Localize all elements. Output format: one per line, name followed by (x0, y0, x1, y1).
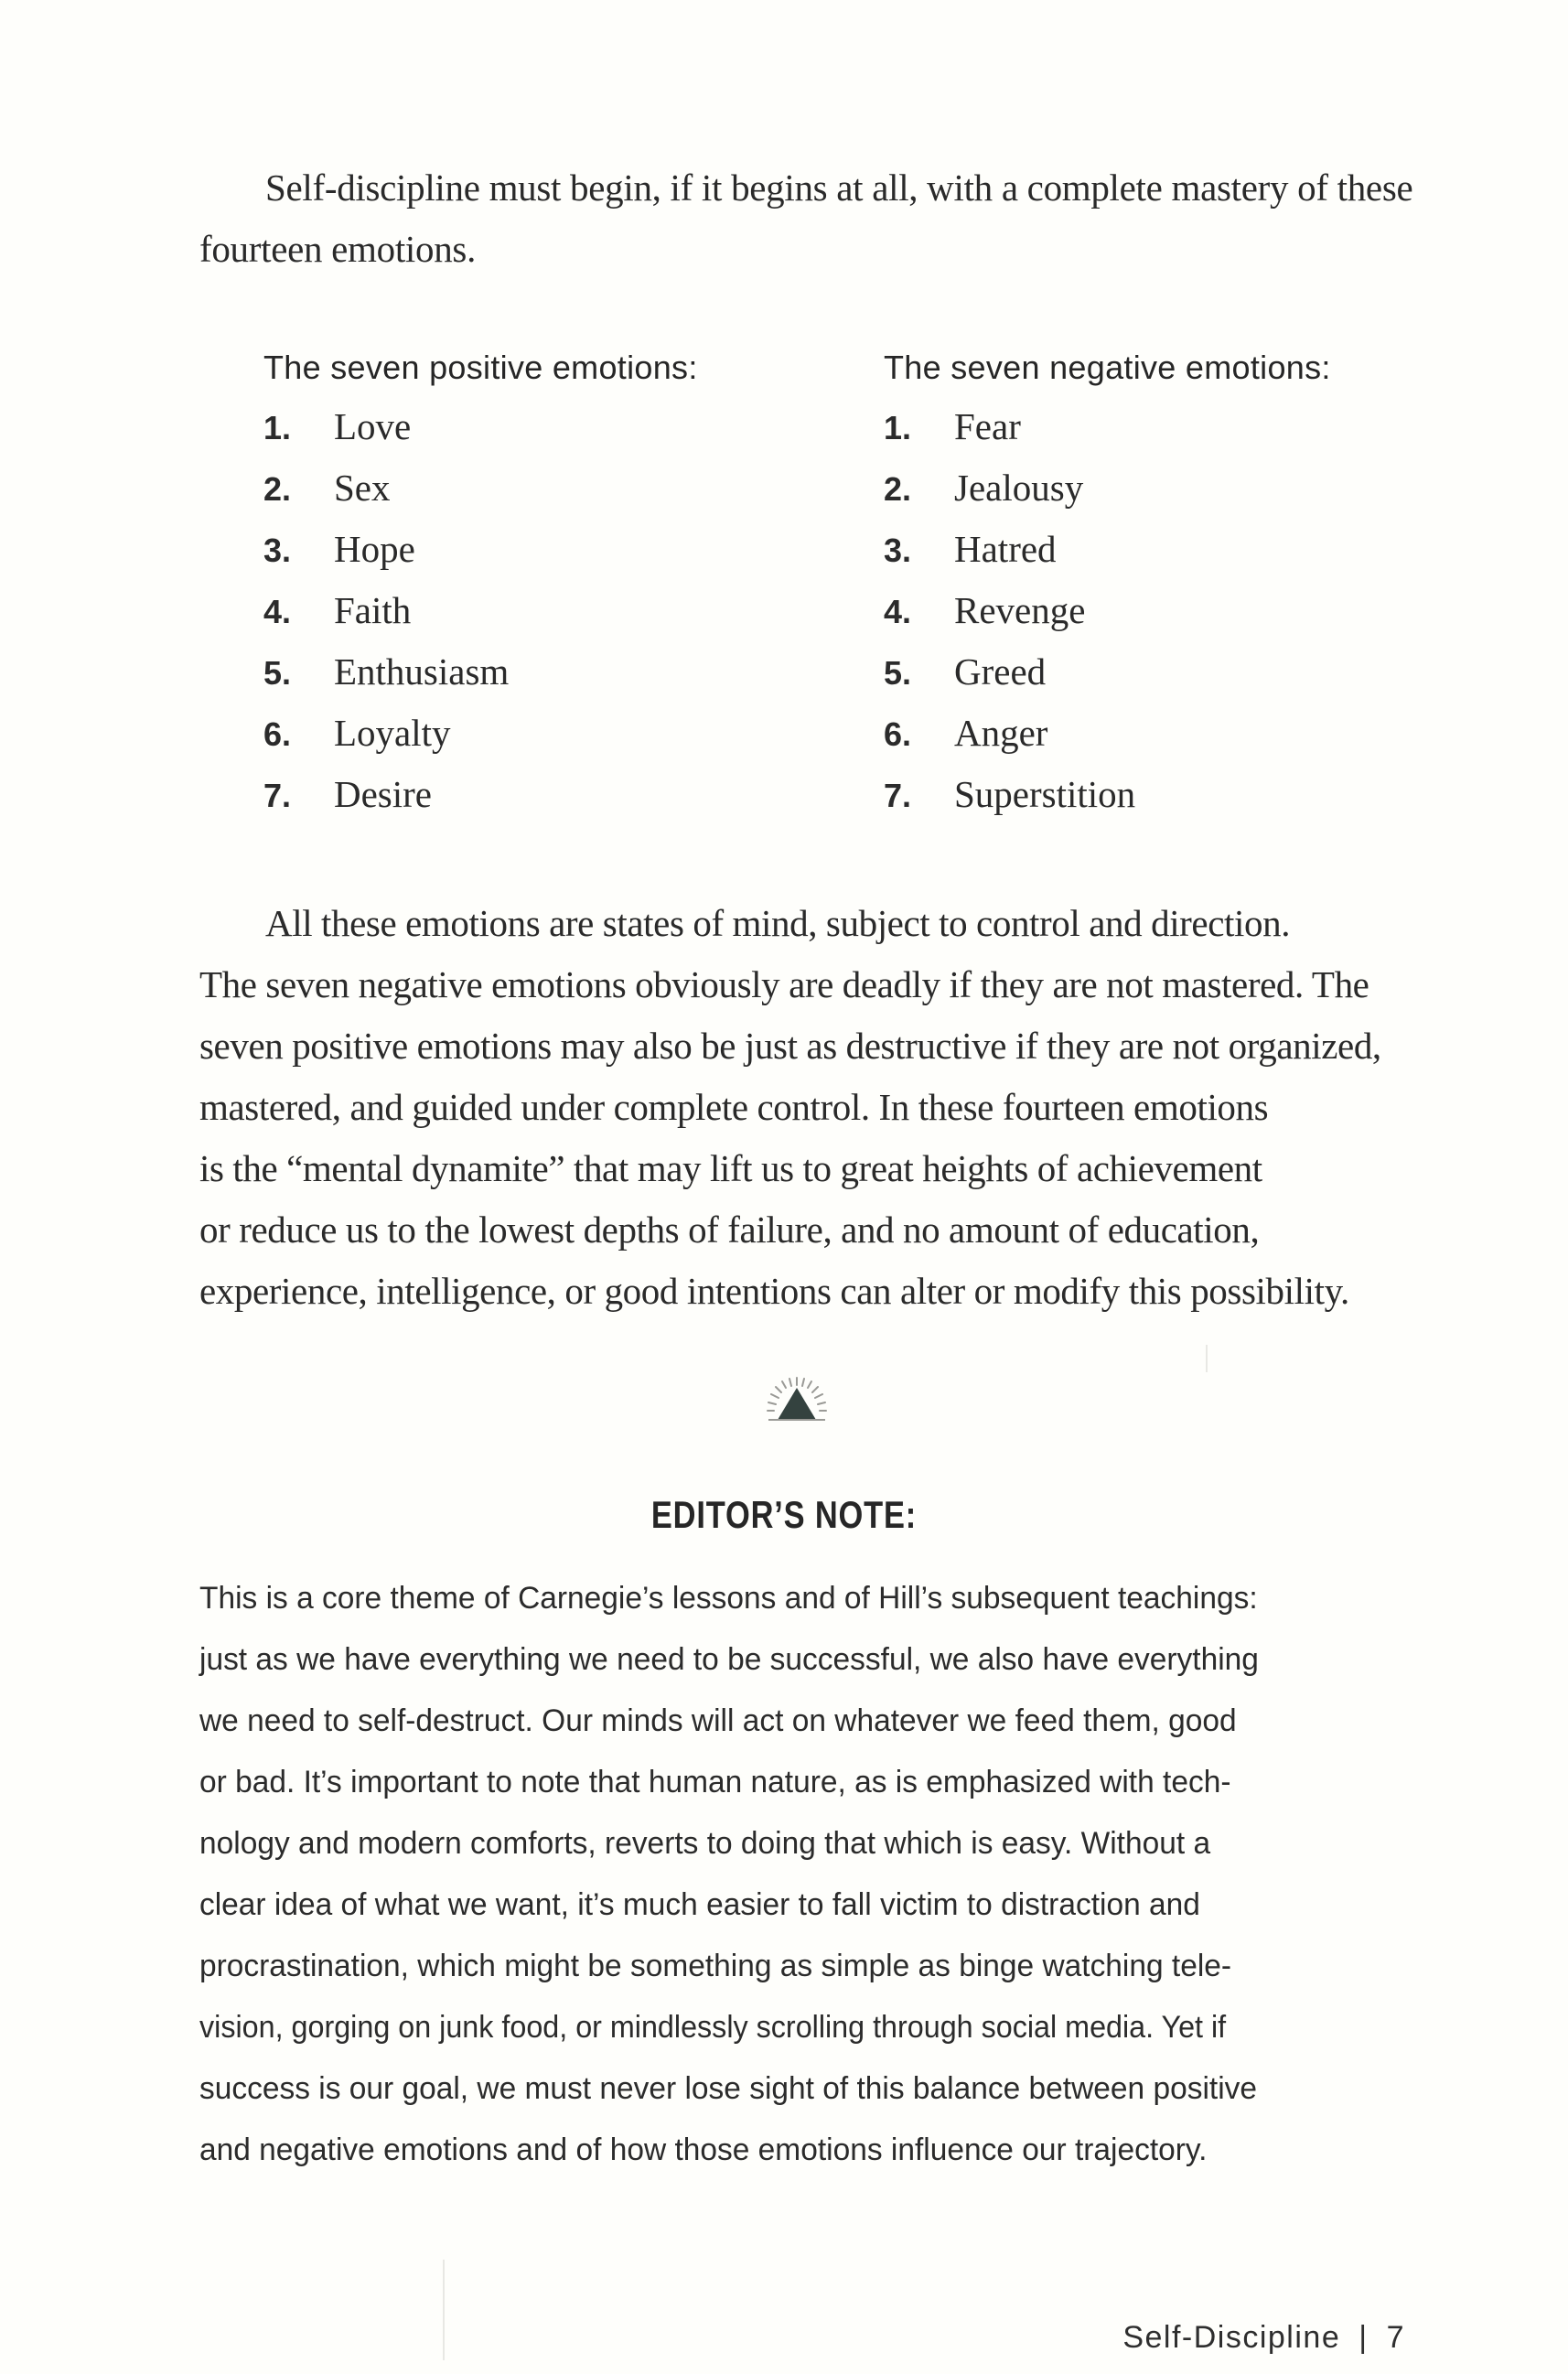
negative-emotions-list (884, 344, 1331, 833)
negative-emotions-heading: The seven negative emotions: (884, 349, 1331, 386)
note-line: This is a core theme of Carnegie’s lessons and of Hill’s subsequent teachings: (199, 1581, 1258, 1616)
list-label: Enthusiasm (334, 650, 510, 693)
page-number: 7 (1386, 2320, 1405, 2355)
running-section-title: Self-Discipline (1122, 2320, 1341, 2355)
list-label: Greed (954, 650, 1047, 693)
paragraph-line: mastered, and guided under complete control. In these fourteen emotions (199, 1086, 1269, 1128)
editors-note-title: EDITOR’S NOTE: (650, 1493, 918, 1536)
list-label: Jealousy (954, 467, 1084, 509)
note-line: procrastination, which might be something as simple as binge watching tele- (199, 1949, 1232, 1983)
list-label: Anger (954, 712, 1048, 754)
page-footer (1122, 2320, 1405, 2356)
list-label: Revenge (954, 589, 1086, 631)
list-label: Loyalty (334, 712, 451, 754)
list-item (263, 650, 698, 711)
list-item (884, 527, 1331, 588)
list-number: 4. (263, 593, 292, 630)
paragraph-line: is the “mental dynamite” that may lift us to great heights of achievement (199, 1147, 1262, 1189)
list-number: 5. (884, 654, 912, 692)
note-line: and negative emotions and of how those emotions influence our trajectory. (199, 2132, 1208, 2167)
scan-artifact (443, 2260, 445, 2360)
list-item (884, 772, 1331, 833)
list-item (263, 711, 698, 772)
note-line: clear idea of what we want, it’s much easier to fall victim to distraction and (199, 1887, 1200, 1922)
list-number: 6. (263, 715, 292, 753)
list-number: 3. (263, 532, 292, 569)
list-item (884, 650, 1331, 711)
list-number: 1. (263, 409, 292, 446)
scan-artifact (1206, 1345, 1208, 1372)
list-label: Sex (334, 467, 391, 509)
paragraph-line: All these emotions are states of mind, subject to control and direction. (265, 902, 1291, 944)
note-line: success is our goal, we must never lose sight of this balance between positive (199, 2071, 1258, 2106)
intro-paragraph (199, 157, 1425, 280)
note-line: or bad. It’s important to note that human nature, as is emphasized with tech- (199, 1765, 1231, 1799)
list-label: Faith (334, 589, 412, 631)
list-number: 5. (263, 654, 292, 692)
list-item (263, 404, 698, 466)
list-item (263, 527, 698, 588)
list-item (884, 711, 1331, 772)
list-label: Hope (334, 528, 415, 570)
list-number: 1. (884, 409, 912, 446)
footer-separator: | (1359, 2320, 1369, 2355)
paragraph-line: or reduce us to the lowest depths of failure, and no amount of education, (199, 1208, 1260, 1251)
list-label: Superstition (954, 773, 1136, 815)
list-number: 3. (884, 532, 912, 569)
list-label: Love (334, 405, 412, 447)
note-line: just as we have everything we need to be successful, we also have everything (199, 1642, 1259, 1677)
list-number: 6. (884, 715, 912, 753)
list-label: Hatred (954, 528, 1057, 570)
paragraph-line: The seven negative emotions obviously are deadly if they are not mastered. The (199, 963, 1369, 1005)
list-item (884, 404, 1331, 466)
list-label: Fear (954, 405, 1021, 447)
list-number: 7. (884, 777, 912, 814)
paragraph-line: seven positive emotions may also be just as destructive if they are not organized, (199, 1025, 1381, 1067)
list-item (263, 588, 698, 650)
list-number: 4. (884, 593, 912, 630)
list-item (263, 772, 698, 833)
list-number: 2. (263, 470, 292, 508)
paragraph-line: experience, intelligence, or good intentions can alter or modify this possibility. (199, 1270, 1349, 1312)
list-item (263, 466, 698, 527)
list-number: 7. (263, 777, 292, 814)
main-paragraph (199, 893, 1425, 1322)
note-line: vision, gorging on junk food, or mindlessly scrolling through social media. Yet if (199, 2010, 1227, 2045)
editors-note-body (199, 1568, 1430, 2181)
radiant-pyramid-icon (756, 1372, 838, 1431)
note-line: nology and modern comforts, reverts to doing that which is easy. Without a (199, 1826, 1211, 1861)
list-item (884, 588, 1331, 650)
list-label: Desire (334, 773, 433, 815)
list-item (884, 466, 1331, 527)
positive-emotions-heading: The seven positive emotions: (263, 349, 698, 386)
note-line: we need to self-destruct. Our minds will act on whatever we feed them, good (199, 1703, 1237, 1738)
positive-emotions-list (263, 344, 698, 833)
intro-text: Self-discipline must begin, if it begins at all, with a complete mastery of these fourteen emotions. (199, 167, 1413, 270)
list-number: 2. (884, 470, 912, 508)
